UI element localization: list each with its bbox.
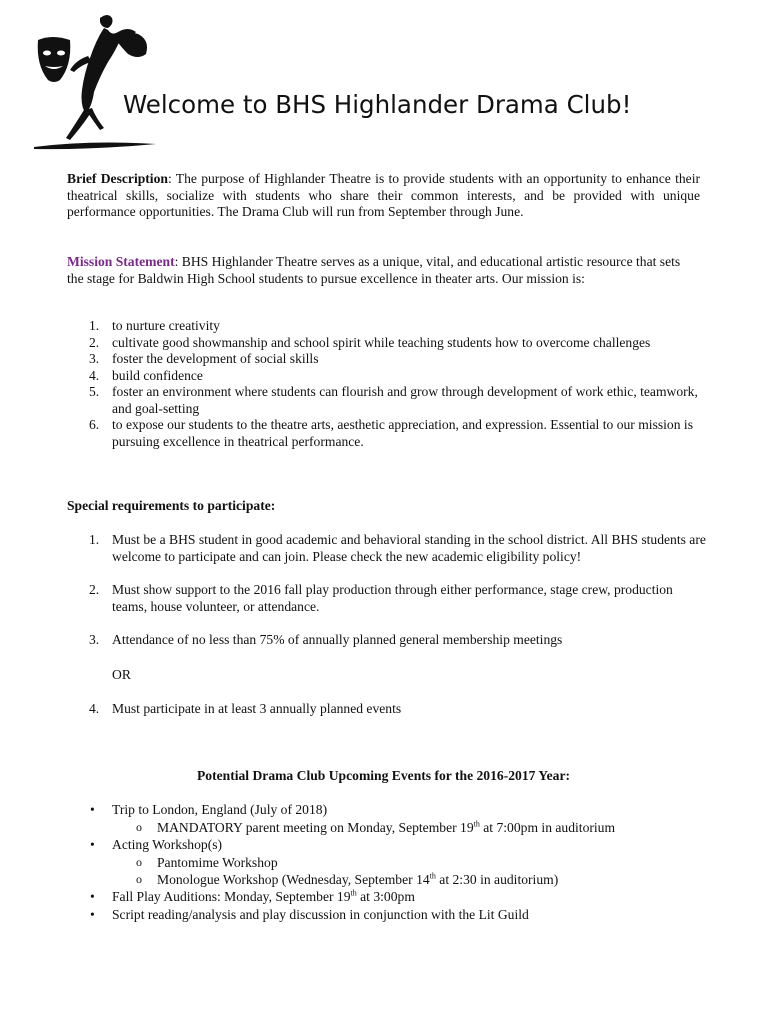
page-title: Welcome to BHS Highlander Drama Club! xyxy=(123,90,632,119)
list-item: 1. to nurture creativity xyxy=(89,318,220,333)
list-item: 4. Must participate in at least 3 annually planned events xyxy=(89,701,402,716)
drama-club-logo xyxy=(30,10,160,155)
list-item: 4. build confidence xyxy=(89,367,203,383)
mission-statement-label: Mission Statement xyxy=(67,254,175,269)
list-item: 2. Must show support to the 2016 fall play production through either performance, stage crew, production teams, house volunteer, or attendance. xyxy=(89,582,673,614)
mission-statement-text: : BHS Highlander Theatre serves as a unique, vital, and educational artistic resource that sets the stage for Baldwin High School students to pursue excellence in theater arts. Our mission is: xyxy=(67,254,681,286)
events-list xyxy=(67,801,707,924)
or-text: OR xyxy=(112,666,131,682)
brief-description-label: Brief Description xyxy=(67,171,168,186)
list-item: • Trip to London, England (July of 2018) xyxy=(90,802,328,817)
requirements-heading: Special requirements to participate: xyxy=(67,498,276,513)
list-item: 6. to expose our students to the theatre arts, aesthetic appreciation, and expression. Essential to our mission is pursuing excellence in theatrical performance. xyxy=(89,417,693,449)
list-item: 3. Attendance of no less than 75% of annually planned general membership meetings xyxy=(89,632,563,647)
mission-list xyxy=(67,318,707,450)
brief-description xyxy=(67,171,700,221)
list-item: • Script reading/analysis and play discussion in conjunction with the Lit Guild xyxy=(90,907,529,922)
list-item: o Pantomime Workshop xyxy=(136,855,278,870)
list-item: • Fall Play Auditions: Monday, September 19th at 3:00pm xyxy=(90,888,415,904)
list-item: 1. Must be a BHS student in good academic and behavioral standing in the school district. All BHS students are welcome to participate and can join. Please check the new academic eligibility policy! xyxy=(89,532,706,564)
list-item: 3. foster the development of social skills xyxy=(89,351,319,366)
events-heading: Potential Drama Club Upcoming Events for the 2016-2017 Year: xyxy=(196,768,571,783)
list-item: 2. cultivate good showmanship and school spirit while teaching students how to overcome challenges xyxy=(89,334,651,350)
list-item: • Acting Workshop(s) xyxy=(90,837,223,852)
list-item: o Monologue Workshop (Wednesday, September 14th at 2:30 in auditorium) xyxy=(136,871,559,887)
list-item: o MANDATORY parent meeting on Monday, September 19th at 7:00pm in auditorium xyxy=(136,819,616,835)
brief-description-text: : The purpose of Highlander Theatre is to provide students with an opportunity to enhance their theatrical skills, socialize with students who share their common interests, and be provided with unique performance opportunities. The Drama Club will run from September through June. xyxy=(67,171,700,219)
mission-statement xyxy=(67,254,700,287)
requirements-list xyxy=(67,532,707,718)
list-item: 5. foster an environment where students can flourish and grow through development of work ethic, teamwork, and goal-setting xyxy=(89,384,698,416)
